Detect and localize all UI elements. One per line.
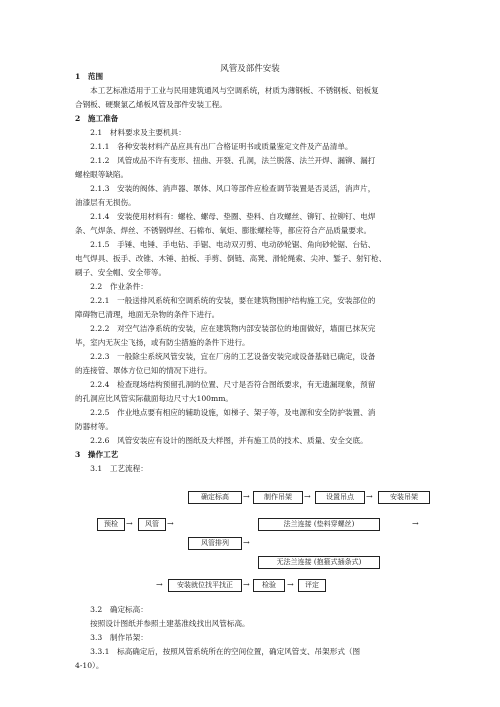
text-line: 毕，室内无灰尘飞扬，或有防尘措施的条件下进行。 [75,338,250,347]
flow-box: 安装吊架 [378,491,430,504]
flow-box: 检验 [253,579,285,592]
text-line: 2.2.1 一般送排风系统和空调系统的安装，要在建筑物围护结构施工完，安装部位的 [75,296,376,305]
text-line: 的连接管、罩体方位已知的情况下进行。 [75,366,212,375]
arrow-right-icon: → [243,580,250,589]
text-line: 油漆层有无损伤。 [75,198,136,207]
text-line: 条、气焊条、焊丝、不锈钢焊丝、石棉布、氧炬、膨胀螺栓等，都应符合产品质量要求。 [75,226,372,235]
text-line: 3.3.1 标高确定后，按照风管系统所在的空间位置，确定风管支、吊架形式（图 [75,647,361,656]
arrow-right-icon: → [304,492,311,501]
page-title: 风管及部件安装 [220,64,280,74]
text-line: 2.1.5 手锤、电锤、手电钻、手锯、电动双刃剪、电动砂轮锯、角向砂轮锯、台钻、 [75,240,376,249]
flow-box: 确定标高 [188,491,242,504]
text-line: 2.1.4 安装使用材料有：螺栓、螺母、垫圈、垫料、自攻螺丝、铆钉、拉铆钉、电焊 [75,212,376,221]
text-line: 3.2 确定标高： [75,605,148,614]
text-line: 2.1.1 各种安装材料产品应具有出厂合格证明书或质量鉴定文件及产品清单。 [75,142,353,151]
flow-box: 风管排列 [188,537,242,550]
text-line: 2.1.2 风管成品不许有变形、扭曲、开裂、孔洞，法兰脱落、法兰开焊、漏铆、漏打 [75,156,376,165]
section-heading: 2 施工准备 [75,114,119,123]
text-line: 2.2.4 检查现场结构预留孔洞的位置、尺寸是否符合图纸要求，有无遗漏现象，预留 [75,380,376,389]
flow-box: 评定 [298,579,326,592]
text-line: 刷子、安全帽、安全带等。 [75,268,167,277]
text-line: 障碍物已清理，地面无杂物的条件下进行。 [75,310,220,319]
flow-box: 制作吊架 [253,491,303,504]
text-line: 的孔洞应比风管实际截面每边尺寸大100mm。 [75,394,233,403]
flow-box: 无法兰连接 (抱箍式插条式) [258,556,380,569]
text-line: 2.2.2 对空气洁净系统的安装，应在建筑物内部安装部位的地面做好，墙面已抹灰完 [75,324,376,333]
arrow-right-icon: → [243,538,250,547]
flow-box: 预检 [97,518,125,531]
text-line: 3.3 制作吊架： [75,633,148,642]
flow-box: 风管 [138,518,166,531]
text-line: 合钢板、硬聚氯乙烯板风管及部件安装工程。 [75,100,227,109]
section-heading: 3 操作工艺 [75,450,119,459]
text-line: 2.2 作业条件： [75,282,148,291]
text-line: 螺栓眼等缺陷。 [75,170,129,179]
arrow-right-icon: → [156,580,163,589]
arrow-right-icon: → [412,519,419,528]
text-line: 2.1 材料要求及主要机具： [75,128,186,137]
text-line: 2.2.5 作业地点要有相应的辅助设施，如梯子、架子等，及电源和安全防护装置、消 [75,408,376,417]
text-line: 电气焊具、扳手、改锥、木锤、拍板、手剪、倒链、高凳、滑轮绳索、尖冲、錾子、射钉枪、 [75,254,387,263]
text-line: 2.1.3 安装的阀体、消声器、罩体、风口等部件应检查调节装置是否灵活，消声片， [75,184,376,193]
arrow-right-icon: → [126,519,133,528]
arrow-right-icon: → [287,580,294,589]
flow-box: 设置吊点 [315,491,365,504]
section-heading: 1 范围 [75,72,104,81]
text-line: 本工艺标准适用于工业与民用建筑通风与空调系统，材质为薄钢板、不锈钢板、铝板复 [75,86,379,95]
flow-box: 法兰连接 (垫料穿螺丝) [258,518,380,531]
text-line: 3.1 工艺流程： [75,464,148,473]
text-line: 按照设计图纸并参照土建基准线找出风管标高。 [75,619,250,628]
text-line: 2.2.3 一般除尘系统风管安装，宜在厂房的工艺设备安装完或设备基础已确定，设备 [75,352,376,361]
arrow-right-icon: → [243,492,250,501]
arrow-right-icon: → [366,492,373,501]
text-line: 2.2.6 风管安装应有设计的图纸及大样图，并有施工员的技术、质量、安全交底。 [75,436,368,445]
arrow-right-icon: → [167,519,174,528]
text-line: 防器材等。 [75,422,113,431]
text-line: 4-10）。 [75,661,104,670]
flow-box: 安装就位找平找正 [168,579,242,592]
